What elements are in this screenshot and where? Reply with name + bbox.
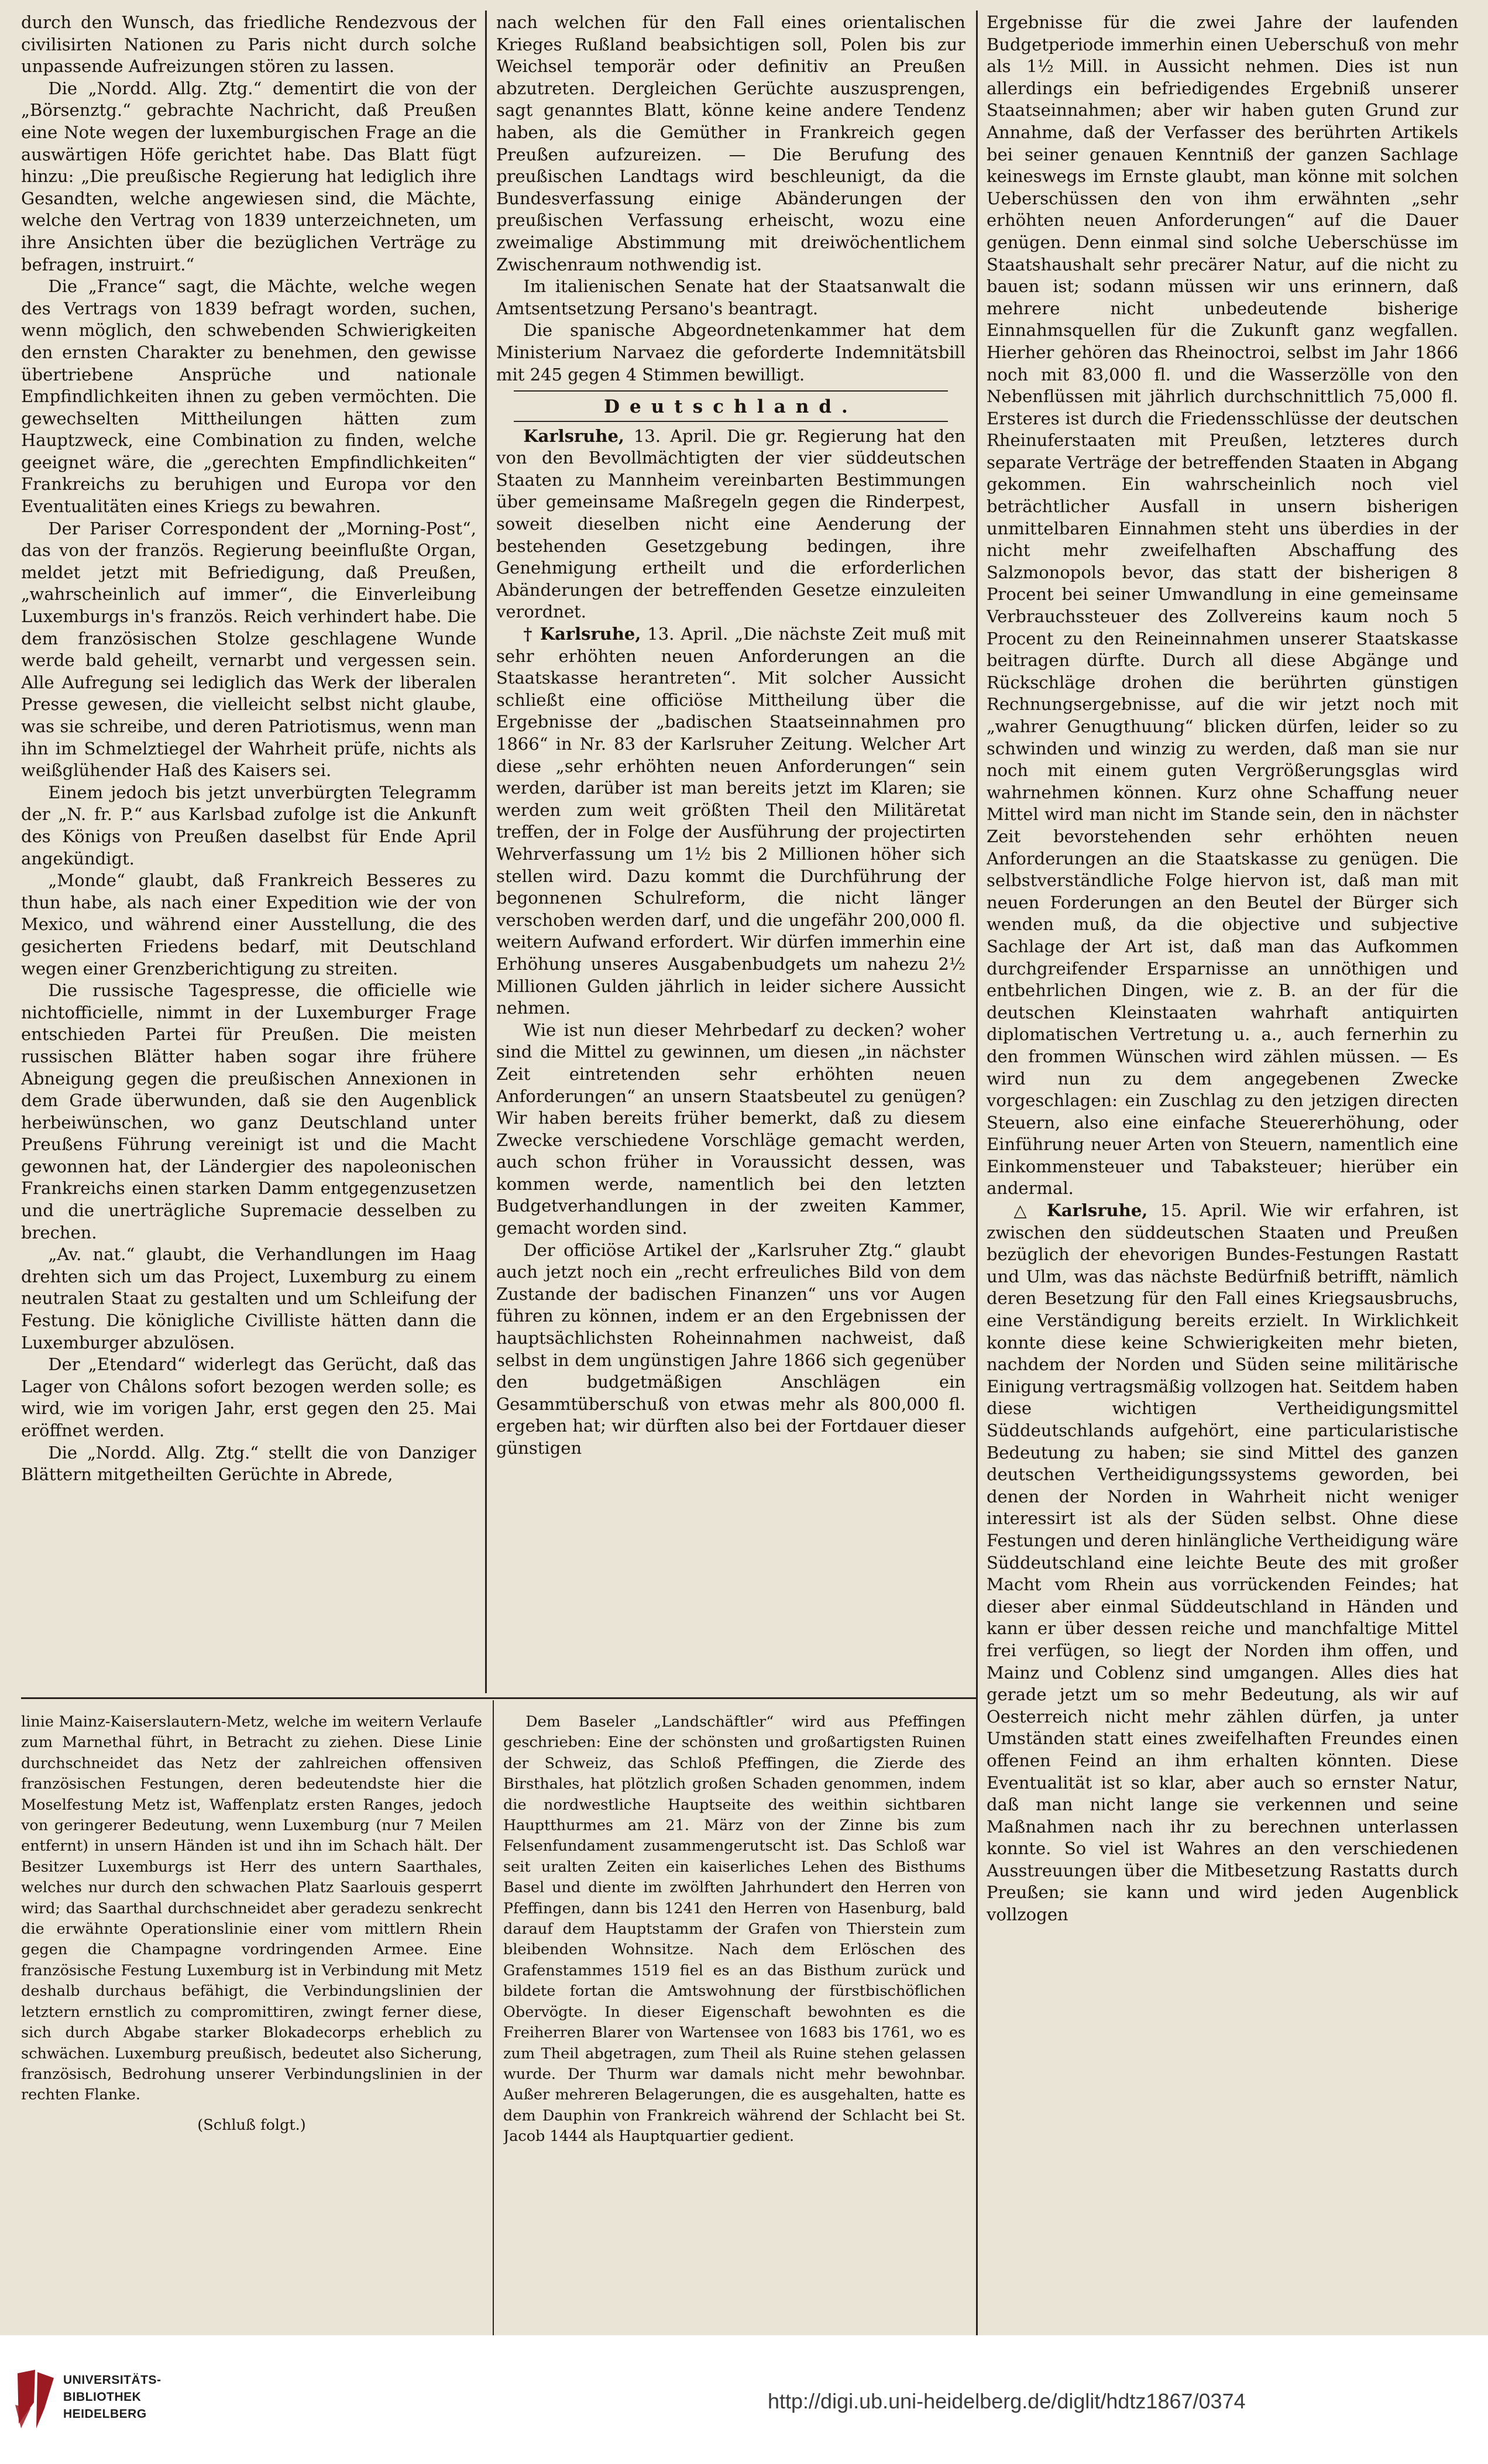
paragraph: Einem jedoch bis jetzt unverbürgten Telegramm der „N. fr. P.“ aus Karlsbad zufolge ist die Ankunft des Königs von Preußen daselbst für Ende April angekündigt. xyxy=(21,782,476,869)
section-rule xyxy=(514,421,948,422)
article-text: 13. April. Die gr. Regierung hat den von den Bevollmächtigten der vier süddeutschen Staaten zu Mannheim vereinbarten Bestimmungen über gemeinsame Maßregeln gegen die Rinderpest, soweit dieselben nicht eine Aenderung der bestehenden Gesetzgebung bedingen, ihre Genehmigung ertheilt und die erforderlichen Abänderungen der betreffenden Gesetze einzuleiten verordnet. xyxy=(496,425,965,622)
feuilleton-right xyxy=(503,1712,965,2329)
continued-note: (Schluß folgt.) xyxy=(197,2116,306,2134)
section-heading: Deutschland. xyxy=(604,396,858,418)
paragraph: nach welchen für den Fall eines orientalischen Krieges Rußland beabsichtigen soll, Polen bis zur Weichsel temporär oder definitiv an Preußen abzutreten. Dergleichen Gerüchte auszusprengen, sagt genanntes Blatt, könne keine andere Tendenz haben, als die Gemüther in Frankreich gegen Preußen aufzureizen. — Die Berufung des preußischen Landtags wird beschleunigt, da die Bundesverfassung einige Abänderungen der preußischen Verfassung erheischt, wozu eine zweimalige Abstimmung mit dreiwöchentlichem Zwischenraum nothwendig ist. xyxy=(496,12,965,274)
digitization-footer xyxy=(0,2335,1488,2464)
feuilleton-left xyxy=(21,1712,482,2329)
university-library-logo-icon xyxy=(13,2367,56,2431)
column-2 xyxy=(496,12,965,1686)
column-rule xyxy=(976,11,978,2335)
paragraph: Der Pariser Correspondent der „Morning-Post“, das von der französ. Regierung beeinflußte Organ, meldet jetzt mit Befriedigung, daß Preußen, „wahrscheinlich auf immer“, die Einverleibung Luxemburgs in's französ. Reich verhindert habe. Die dem französischen Stolze geschlagene Wunde werde bald geheilt, vernarbt und vergessen sein. Alle Aufregung sei lediglich das Werk der liberalen Presse gewesen, die vielleicht selbst nicht glaube, was sie schreibe, und deren Patriotismus, wenn man ihn im Schmelztiegel der Wahrheit prüfe, nichts als weißglühender Haß des Kaisers sei. xyxy=(21,518,476,781)
article-text: 15. April. Wie wir erfahren, ist zwischen den süddeutschen Staaten und Preußen bezüglich der ehevorigen Bundes-Festungen Rastatt und Ulm, was das nächste Bedürfniß betrifft, nämlich deren Besetzung für den Fall eines Kriegsausbruchs, eine Verständigung bereits erzielt. In Wirklichkeit konnte diese keine Schwierigkeiten mehr bieten, nachdem der Norden und Süden seine militärische Einigung vertragsmäßig vollzogen hat. Seitdem haben diese wichtigen Vertheidigungsmittel Süddeutschlands aufgehört, eine particularistische Bedeutung zu haben; sie sind Mittel des ganzen deutschen Vertheidigungssystems geworden, bei denen der Norden in Wahrheit nicht weniger interessirt ist als der Süden selbst. Ohne diese Festungen und deren hinlängliche Vertheidigung wäre Süddeutschland eine leichte Beute des mit großer Macht vom Rhein aus vorrückenden Feindes; hat dieser aber einmal Süddeutschland in Händen und kann er über dessen reiche und manchfaltige Mittel frei verfügen, so liegt der Norden ihm offen, und Mainz und Coblenz sind umgangen. Alles dies hat gerade jetzt um so mehr Bedeutung, als wir auf Oesterreich nicht mehr zählen dürfen, ja unter Umständen statt eines zweifelhaften Freundes einen offenen Feind an ihm erhalten könnten. Diese Eventualität ist so klar, aber auch so ernster Natur, daß man nicht lange sie verkennen und seine Maßnahmen nach ihr zu berechnen unterlassen konnte. So viel ist Wahres an den verschiedenen Ausstreuungen über die Mitbesetzung Rastatts durch Preußen; sie kann und wird jeden Augenblick vollzogen xyxy=(987,1200,1458,1925)
dateline-place: † Karlsruhe, xyxy=(523,624,641,644)
paragraph: linie Mainz-Kaiserslautern-Metz, welche im weitern Verlaufe zum Marnethal führt, in Betracht zu ziehen. Diese Linie durchschneidet das Netz der zahlreichen offensiven französischen Festungen, deren bedeutendste hier die Moselfestung Metz ist, Waffenplatz ersten Ranges, jedoch von geringerer Bedeutung, wenn Luxemburg (nur 7 Meilen entfernt) in unsern Händen ist und ihn im Schach hält. Der Besitzer Luxemburgs ist Herr des untern Saarthales, welches nur durch den schwachen Platz Saarlouis gesperrt wird; das Saarthal durchschneidet aber geradezu senkrecht die erwähnte Operationslinie einer vom mittlern Rhein gegen die Champagne vordringenden Armee. Eine französische Festung Luxemburg ist in Verbindung mit Metz deshalb durchaus befähigt, die Verbindungslinien der letztern ernstlich zu compromittiren, zwingt ferner diese, sich durch Abgabe starker Blokadecorps erheblich zu schwächen. Luxemburg preußisch, bedeutet also Sicherung, französisch, Bedrohung unserer Verbindungslinien in der rechten Flanke. xyxy=(21,1713,482,2104)
paragraph: Wie ist nun dieser Mehrbedarf zu decken? woher sind die Mittel zu gewinnen, um diesen „in nächster Zeit eintretenden sehr erhöhten neuen Anforderungen“ an unsern Staatsbeutel zu genügen? Wir haben bereits früher bemerkt, daß zu diesem Zwecke verschiedene Vorschläge gemacht werden, auch schon früher in Voraussicht dessen, was kommen werde, namentlich bei den letzten Budgetverhandlungen in der zweiten Kammer, gemacht worden sind. xyxy=(496,1020,965,1238)
paragraph: „Monde“ glaubt, daß Frankreich Besseres zu thun habe, als nach einer Expedition wie der von Mexico, und während einer Ausstellung, die des gesicherten Friedens bedarf, mit Deutschland wegen einer Grenzberichtigung zu streiten. xyxy=(21,870,476,979)
paragraph: „Av. nat.“ glaubt, die Verhandlungen im Haag drehten sich um das Project, Luxemburg zu einem neutralen Staat zu gestalten und um Schleifung der Festung. Die königliche Civilliste hätten dann die Luxemburger abzulösen. xyxy=(21,1244,476,1353)
library-name-line: UNIVERSITÄTS- xyxy=(63,2373,161,2387)
paragraph: Die „Nordd. Allg. Ztg.“ dementirt die von der „Börsenztg.“ gebrachte Nachricht, daß Preußen eine Note wegen der luxemburgischen Frage an die auswärtigen Höfe gerichtet habe. Das Blatt fügt hinzu: „Die preußische Regierung hat lediglich ihre Gesandten, welche angewiesen sind, die Mächte, welche den Vertrag von 1839 unterzeichneten, um ihre Ansichten über die bezüglichen Verträge zu befragen, instruirt.“ xyxy=(21,78,476,274)
column-3 xyxy=(987,12,1458,2312)
article-text: 13. April. „Die nächste Zeit muß mit sehr erhöhten neuen Anforderungen an die Staatskasse herantreten“. Mit solcher Aussicht schließt eine officiöse Mittheilung über die Ergebnisse der „badischen Staatseinnahmen pro 1866“ in Nr. 83 der Karlsruher Zeitung. Welcher Art diese „sehr erhöhten neuen Anforderungen“ sein werden, darüber ist man bereits jetzt im Klaren; sie werden zum weit größten Theil den Militäretat treffen, der in Folge der Ausführung der projectirten Wehrverfassung um 1½ bis 2 Millionen höher sich stellen wird. Dazu kommt die Durchführung der begonnenen Schulreform, die nicht länger verschoben werden darf, und die ungefähr 200,000 fl. weitern Aufwand erfordert. Wir dürfen immerhin eine Erhöhung unseres Ausgabenbudgets um nahezu 2½ Millionen Gulden jährlich in leider sichere Aussicht nehmen. xyxy=(496,624,965,1018)
paragraph: Der officiöse Artikel der „Karlsruher Ztg.“ glaubt auch jetzt noch ein „recht erfreuliches Bild von dem Zustande der badischen Finanzen“ uns vor Augen führen zu können, indem er an den Ergebnissen der hauptsächlichsten Roheinnahmen nachweist, daß selbst in dem ungünstigen Jahre 1866 sich gegenüber den budgetmäßigen Anschlägen ein Gesammtüberschuß von etwas mehr als 800,000 fl. ergeben hat; wir dürften also bei der Fortdauer dieser günstigen xyxy=(496,1240,965,1458)
paragraph: Die „France“ sagt, die Mächte, welche wegen des Vertrags von 1839 befragt worden, suchen, wenn möglich, den schwebenden Schwierigkeiten den ernsten Charakter zu benehmen, den gewisse übertriebene Ansprüche und nationale Empfindlichkeiten ihnen zu geben vermöchten. Die gewechselten Mittheilungen hätten zum Hauptzweck, eine Combination zu finden, welche geeignet wäre, die „gerechten Empfindlichkeiten“ Frankreichs zu beruhigen und Europa vor den Eventualitäten eines Kriegs zu bewahren. xyxy=(21,276,476,517)
feuilleton-column-rule xyxy=(493,1700,494,2335)
library-name xyxy=(63,2372,161,2422)
paragraph: Die „Nordd. Allg. Ztg.“ stellt die von Danziger Blättern mitgetheilten Gerüchte in Abrede, xyxy=(21,1442,476,1485)
column-1 xyxy=(21,12,476,1686)
article xyxy=(496,623,965,1020)
paragraph: Die spanische Abgeordnetenkammer hat dem Ministerium Narvaez die geforderte Indemnitätsbill mit 245 gegen 4 Stimmen bewilligt. xyxy=(496,320,965,385)
paragraph: Dem Baseler „Landschäftler“ wird aus Pfeffingen geschrieben: Eine der schönsten und großartigsten Ruinen der Schweiz, das Schloß Pfeffingen, die Zierde des Birsthales, hat plötzlich großen Schaden genommen, indem die nordwestliche Hauptseite des weithin sichtbaren Hauptthurmes am 21. März von der Zinne bis zum Felsenfundament zusammengerutscht ist. Das Schloß war seit uralten Zeiten ein kaiserliches Lehen des Bisthums Basel und diente im zwölften Jahrhundert den Herren von Pfeffingen, dann bis 1241 den Herren von Hasenburg, bald darauf dem Hauptstamm der Grafen von Thierstein zum bleibenden Wohnsitze. Nach dem Erlöschen des Grafenstammes 1519 fiel es an das Bisthum zurück und bildete fortan die Amtswohnung der fürstbischöflichen Obervögte. In dieser Eigenschaft bewohnten es die Freiherren Blarer von Wartensee von 1683 bis 1761, wo es zum Theil abgetragen, zum Theil als Ruine stehen gelassen wurde. Der Thurm war damals nicht mehr bewohnbar. Außer mehreren Belagerungen, die es ausgehalten, hatte es dem Dauphin von Frankreich während der Schlacht bei St. Jacob 1444 als Hauptquartier gedient. xyxy=(503,1713,965,2146)
paragraph: Die russische Tagespresse, die officielle wie nichtofficielle, nimmt in der Luxemburger Frage entschieden Partei für Preußen. Die meisten russischen Blätter haben sogar ihre frühere Abneigung gegen die preußischen Annexionen in dem Grade überwunden, daß sie den Augenblick herbeiwünschen, wo ganz Deutschland unter Preußens Führung vereinigt ist und die Macht gewonnen hat, der Ländergier des napoleonischen Frankreichs einen starken Damm entgegenzusetzen und die unerträgliche Supremacie desselben zu brechen. xyxy=(21,980,476,1243)
column-rule xyxy=(485,11,487,1693)
paragraph: Ergebnisse für die zwei Jahre der laufenden Budgetperiode immerhin einen Ueberschuß von mehr als 1½ Mill. in Aussicht nehmen. Dies ist nun allerdings ein befriedigendes Ergebniß unserer Staatseinnahmen; aber wir haben guten Grund zur Annahme, daß der Verfasser des berührten Artikels bei seiner genauen Kenntniß der ganzen Sachlage keineswegs im Ernste glaubt, man könne mit solchen Ueberschüssen den von ihm erwähnten „sehr erhöhten neuen Anforderungen“ auf die Dauer genügen. Denn einmal sind solche Ueberschüsse im Staatshaushalt sehr precärer Natur, auf die nicht zu bauen ist; sodann müssen wir uns erinnern, daß mehrere nicht unbedeutende bisherige Einnahmsquellen für die Zukunft ganz wegfallen. Hierher gehören das Rheinoctroi, selbst im Jahr 1866 noch mit 83,000 fl. und die Wasserzölle von den Nebenflüssen mit jährlich durchschnittlich 75,000 fl. Ersteres ist durch die Friedensschlüsse der deutschen Rheinuferstaaten mit Preußen, letzteres durch separate Verträge der betreffenden Staaten in Abgang gekommen. Ein wahrscheinlich noch viel beträchtlicher Ausfall in unsern bisherigen unmittelbaren Einnahmen steht uns überdies in der nicht mehr zweifelhaften Abschaffung des Salzmonopols bevor, das statt der bisherigen 8 Procent bei seiner Umwandlung in eine gemeinsame Verbrauchssteuer des Zollvereins kaum noch 5 Procent zu den Reineinnahmen unserer Staatskasse beitragen dürfte. Durch all diese Abgänge und Rückschläge drohen die berührten günstigen Rechnungsergebnisse, auf die wir jetzt noch mit „wahrer Genugthuung“ blicken dürfen, leider so zu schwinden und winzig zu werden, daß man sie nur noch mit einem guten Vergrößerungsglas wird wahrnehmen können. Kurz ohne Schaffung neuer Mittel wird man nicht im Stande sein, den in nächster Zeit bevorstehenden sehr erhöhten neuen Anforderungen an die Staatskasse zu genügen. Die selbstverständliche Folge hiervon ist, daß man mit neuen Forderungen an den Beutel der Bürger sich wenden muß, da die objective und subjective Sachlage der Art ist, daß man das Aufkommen durchgreifender Ersparnisse an unnöthigen und entbehrlichen Dingen, wie z. B. an der für die deutschen Kleinstaaten wahrhaft antiquirten diplomatischen Vertretung u. a., auch fernerhin zu den frommen Wünschen wird zählen müssen. — Es wird nun zu dem angegebenen Zwecke vorgeschlagen: ein Zuschlag zu den jetzigen directen Steuern, also eine einfache Steuererhöhung, oder Einführung neuer Arten von Steuern, namentlich eine Einkommensteuer und Tabaksteuer; hierüber ein andermal. xyxy=(987,12,1458,1199)
feuilleton-rule xyxy=(21,1697,976,1699)
permalink[interactable]: http://digi.ub.uni-heidelberg.de/diglit/hdtz1867/0374 xyxy=(768,2389,1246,2413)
article xyxy=(987,1200,1458,1926)
paragraph: Der „Etendard“ widerlegt das Gerücht, daß das Lager von Châlons sofort bezogen werden solle; es wird, wie im vorigen Jahr, erst gegen den 25. Mai eröffnet werden. xyxy=(21,1354,476,1440)
section-rule xyxy=(514,390,948,392)
dateline-place: △ Karlsruhe, xyxy=(1013,1200,1148,1221)
library-name-line: BIBLIOTHEK xyxy=(63,2390,142,2404)
paragraph: durch den Wunsch, das friedliche Rendezvous der civilisirten Nationen zu Paris nicht durch solche unpassende Aufreizungen stören zu lassen. xyxy=(21,12,476,77)
library-name-line: HEIDELBERG xyxy=(63,2407,147,2421)
dateline-place: Karlsruhe, xyxy=(523,425,625,446)
article xyxy=(496,425,965,623)
paragraph: Im italienischen Senate hat der Staatsanwalt die Amtsentsetzung Persano's beantragt. xyxy=(496,276,965,318)
